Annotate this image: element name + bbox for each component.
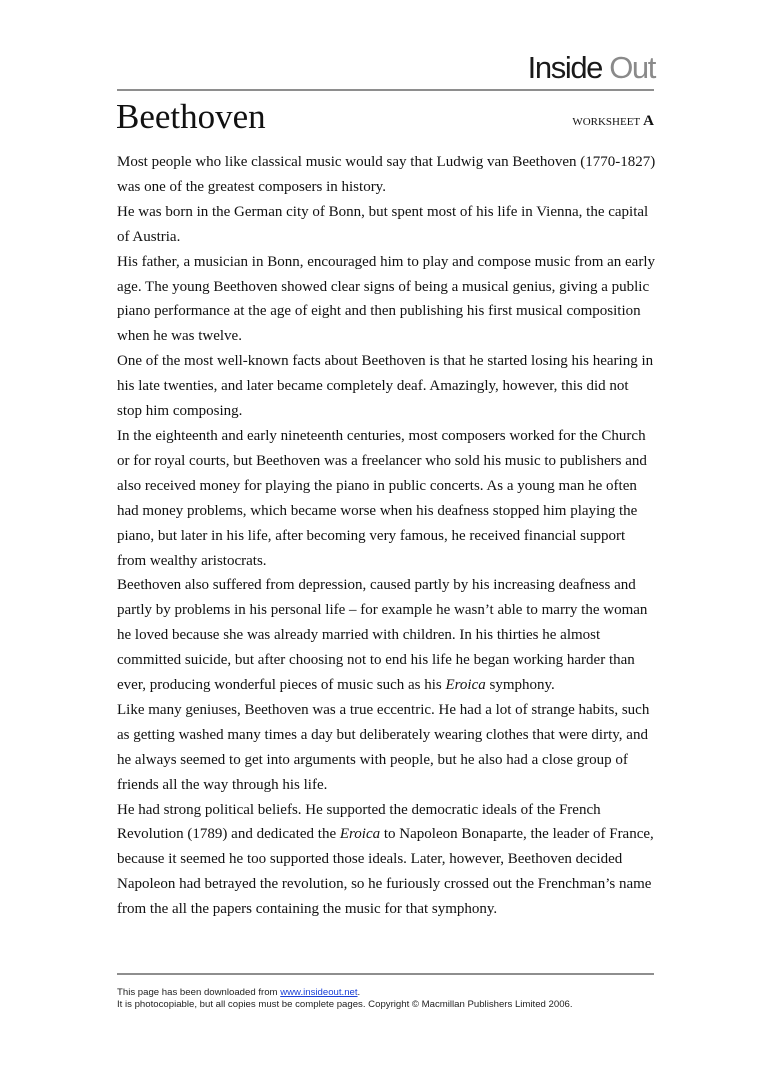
- paragraph-text: Beethoven also suffered from depression, caused partly by his increasing deafness and partly by problems in his personal life – for example he wasn’t able to marry the woman he loved because she was already married with children. In his thirties he almost committed suicide, but after choosing not to end his life he began working harder than ever, producing wonderful pieces of music such as his: [117, 577, 648, 694]
- paragraph: [117, 798, 657, 923]
- header-divider: [117, 89, 654, 91]
- paragraph: He was born in the German city of Bonn, but spent most of his life in Vienna, the capital of Austria.: [117, 203, 649, 245]
- paragraph: His father, a musician in Bonn, encouraged him to play and compose music from an early age. The young Beethoven showed clear signs of being a musical genius, giving a public piano performance at the age of eight and then publishing his first musical composition when he was twelve.: [117, 253, 656, 345]
- page-title: Beethoven: [116, 97, 266, 136]
- italic-title: Eroica: [339, 826, 381, 843]
- paragraph: Most people who like classical music would say that Ludwig van Beethoven (1770-1827) was one of the greatest composers in history.: [117, 154, 656, 195]
- worksheet-letter: A: [643, 113, 654, 129]
- italic-title: Eroica: [445, 677, 486, 694]
- paragraph: One of the most well-known facts about Beethoven is that he started losing his hearing in his late twenties, and later became completely deaf. Amazingly, however, this did not stop him composing.: [117, 353, 654, 420]
- paragraph-text: to Napoleon Bonaparte, the leader of France, because it seemed he too supported those ideals. Later, however, Beethoven decided Napoleon had betrayed the revolution, so he furiously crossed out the Frenchman’s name from the all the papers containing the music for that symphony.: [117, 826, 654, 918]
- paragraph: In the eighteenth and early nineteenth centuries, most composers worked for the Church or for royal courts, but Beethoven was a freelancer who sold his music to publishers and also received money for playing the piano in public concerts. As a young man he often had money problems, which became worse when his deafness stopped him playing the piano, but later in his life, after becoming very famous, he received financial support from wealthy aristocrats.: [117, 427, 647, 569]
- footer-text-end: .: [357, 987, 361, 998]
- brand-logo-part1: Inside: [527, 50, 602, 85]
- worksheet-label: [572, 113, 654, 130]
- paragraph: [117, 573, 657, 698]
- paragraph-text: He had strong political beliefs. He supported the democratic ideals of the French Revolution (1789) and dedicated the: [117, 801, 601, 843]
- footer-line-2: It is photocopiable, but all copies must be complete pages. Copyright © Macmillan Publishers Limited 2006.: [117, 999, 573, 1010]
- paragraph-text: symphony.: [485, 677, 555, 694]
- worksheet-label-text: WORKSHEET: [572, 116, 641, 128]
- footer-line-1: [117, 987, 657, 999]
- brand-logo: [528, 50, 655, 86]
- website-link[interactable]: www.insideout.net: [280, 987, 358, 998]
- brand-logo-part2: Out: [609, 50, 655, 85]
- page-footer: [117, 987, 657, 1011]
- footer-divider: [117, 973, 654, 975]
- footer-text: This page has been downloaded from: [117, 987, 281, 998]
- paragraph: Like many geniuses, Beethoven was a true eccentric. He had a lot of strange habits, such as getting washed many times a day but deliberately wearing clothes that were dirty, and he always seemed to get into arguments with people, but he also had a close group of friends all the way through his life.: [117, 701, 650, 793]
- article-body: [117, 150, 657, 922]
